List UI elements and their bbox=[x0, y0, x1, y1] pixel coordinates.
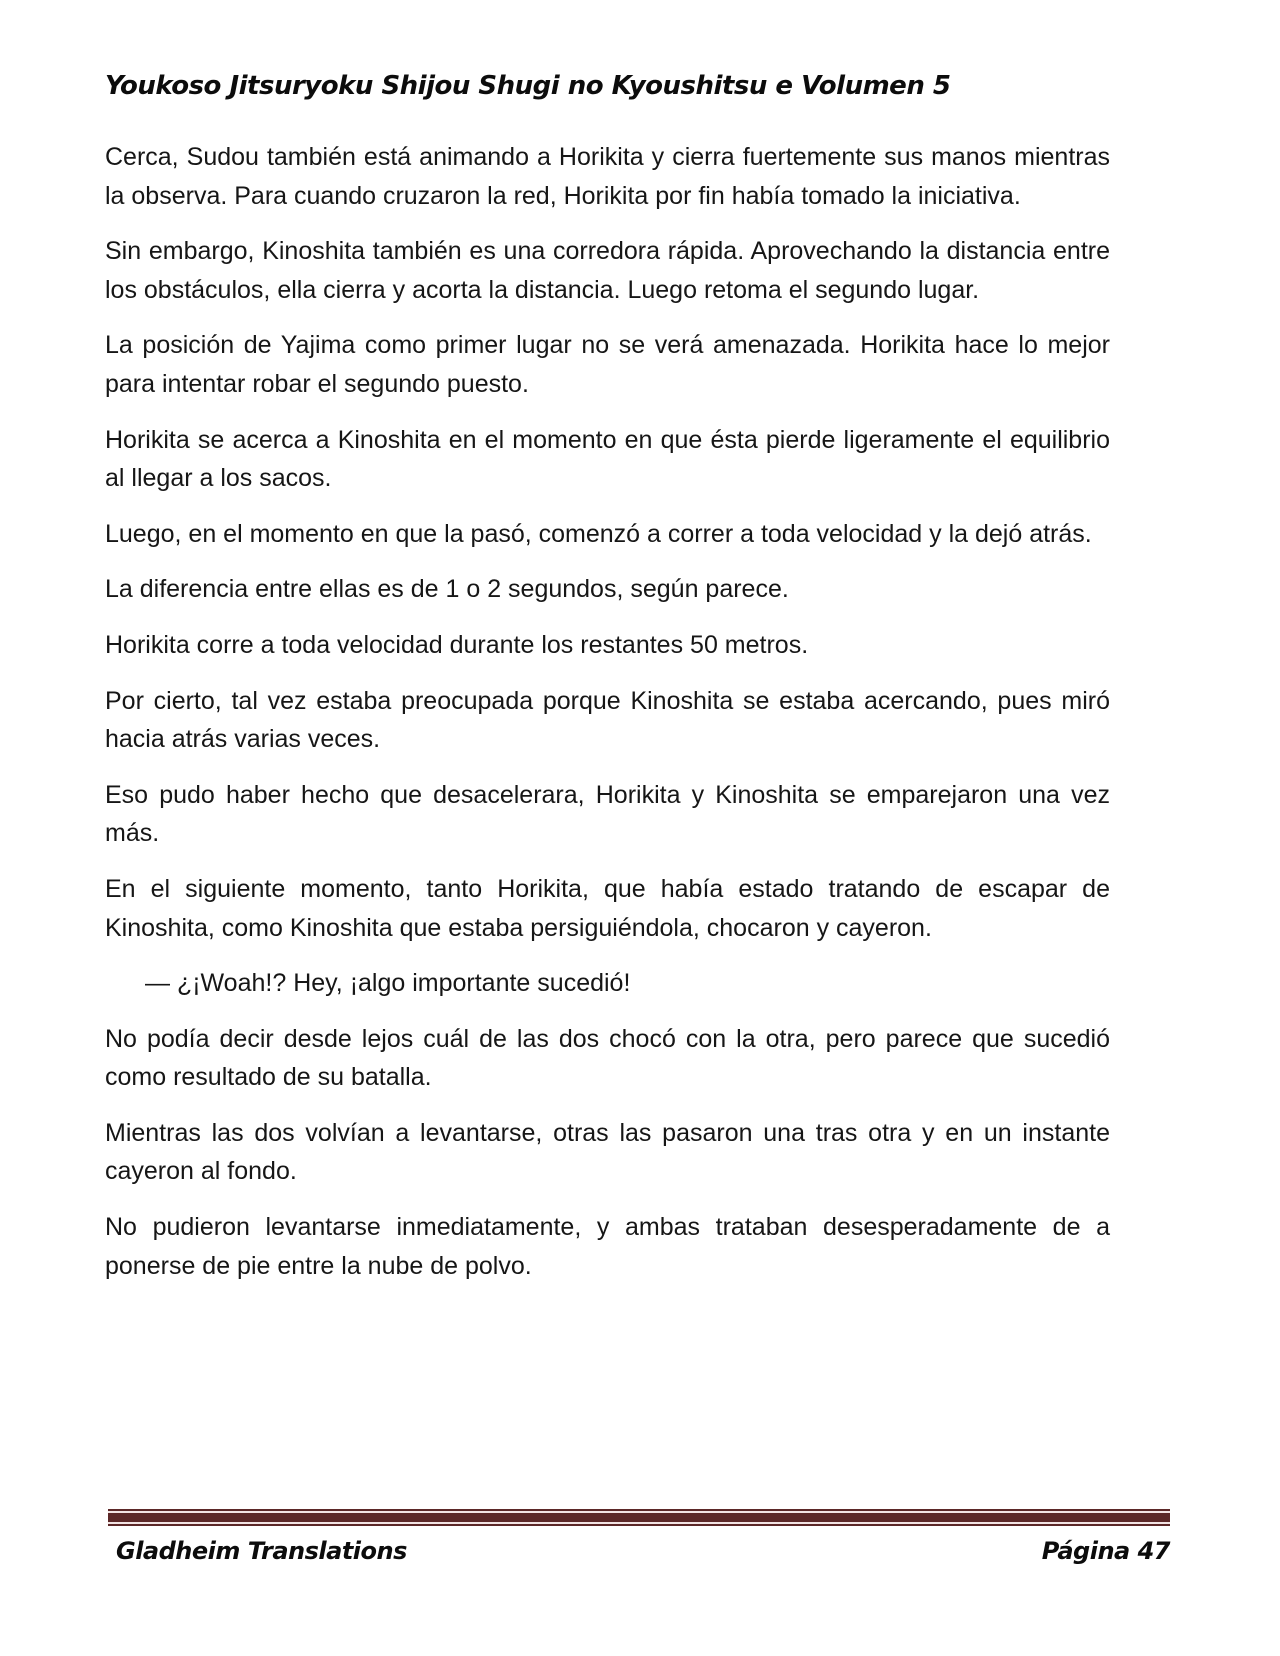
paragraph: No podía decir desde lejos cuál de las dos chocó con la otra, pero parece que sucedió como resultado de su batalla. bbox=[105, 1024, 1110, 1092]
footer-separator-rule bbox=[108, 1509, 1170, 1526]
paragraph: La posición de Yajima como primer lugar no se verá amenazada. Horikita hace lo mejor para intentar robar el segundo puesto. bbox=[105, 331, 1110, 398]
paragraph: Horikita se acerca a Kinoshita en el momento en que ésta pierde ligeramente el equilibrio al llegar a los sacos. bbox=[105, 425, 1110, 493]
paragraph: No pudieron levantarse inmediatamente, y ambas trataban desesperadamente de a ponerse de pie entre la nube de polvo. bbox=[105, 1213, 1110, 1280]
translator-credit: Gladheim Translations bbox=[116, 1537, 407, 1565]
paragraph: Horikita corre a toda velocidad durante los restantes 50 metros. bbox=[105, 630, 809, 659]
paragraph: Eso pudo haber hecho que desacelerara, Horikita y Kinoshita se emparejaron una vez más. bbox=[105, 780, 1110, 848]
footer-text-row bbox=[108, 1537, 1170, 1565]
page-number: Página 47 bbox=[1041, 1537, 1170, 1565]
paragraph: La diferencia entre ellas es de 1 o 2 segundos, según parece. bbox=[105, 575, 789, 604]
page-body-text bbox=[105, 138, 1110, 1302]
page-footer bbox=[108, 1509, 1170, 1565]
paragraph: Cerca, Sudou también está animando a Horikita y cierra fuertemente sus manos mientras la observa. Para cuando cruzaron la red, Horikita por fin había tomado la iniciativa. bbox=[105, 143, 1110, 210]
paragraph: En el siguiente momento, tanto Horikita, que había estado tratando de escapar de Kinoshita, como Kinoshita que estaba persiguiéndola, chocaron y cayeron. bbox=[105, 874, 1110, 942]
paragraph: Luego, en el momento en que la pasó, comenzó a correr a toda velocidad y la dejó atrás. bbox=[105, 519, 1092, 548]
dialogue-line: — ¿¡Woah!? Hey, ¡algo importante sucedió! bbox=[145, 969, 631, 998]
separator-thin-line-bottom bbox=[108, 1524, 1170, 1526]
page-header bbox=[105, 71, 1170, 101]
separator-thick-line bbox=[108, 1513, 1170, 1522]
paragraph: Por cierto, tal vez estaba preocupada porque Kinoshita se estaba acercando, pues miró hacia atrás varias veces. bbox=[105, 686, 1110, 754]
paragraph: Sin embargo, Kinoshita también es una corredora rápida. Aprovechando la distancia entre los obstáculos, ella cierra y acorta la distancia. Luego retoma el segundo lugar. bbox=[105, 237, 1110, 304]
volume-title: Youkoso Jitsuryoku Shijou Shugi no Kyoushitsu e Volumen 5 bbox=[105, 71, 951, 101]
paragraph: Mientras las dos volvían a levantarse, otras las pasaron una tras otra y en un instante cayeron al fondo. bbox=[105, 1118, 1110, 1186]
